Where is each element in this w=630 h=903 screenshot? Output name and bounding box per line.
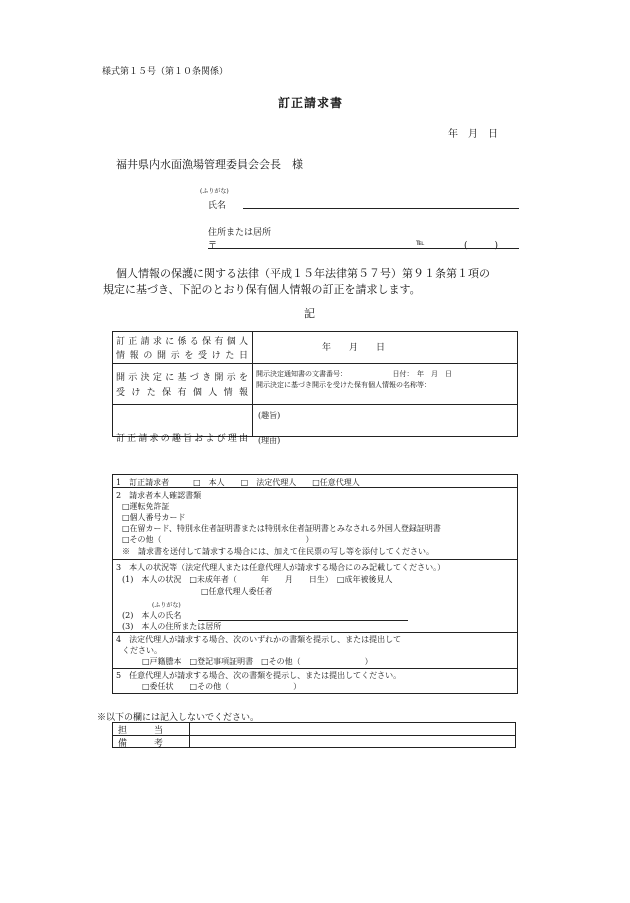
page-title: 訂正請求書 — [278, 96, 344, 110]
row1-label-a: 訂正請求に係る保有個人 — [116, 337, 248, 347]
section4-line1: 4 法定代理人が請求する場合、次のいずれかの書類を提示し、または提出して — [116, 635, 402, 644]
section4-options[interactable]: □戸籍謄本 □登記事項証明書 □その他（ ） — [142, 657, 373, 666]
table2-sep3 — [112, 632, 518, 633]
section2-head: 2 請求者本人確認書類 — [116, 491, 202, 500]
id-doc-item[interactable]: □在留カード、特別永住者証明書または特別永住者証明書とみなされる外国人登録証明書 — [122, 524, 441, 533]
furigana-label: (ふりがな) — [200, 188, 229, 195]
office-row-tanto: 担 当 — [118, 726, 164, 736]
body-text-line2: 規定に基づき、下記のとおり保有個人情報の訂正を請求します。 — [103, 283, 421, 296]
table2-sep4 — [112, 668, 518, 669]
addressee: 福井県内水面漁場管理委員会会長 様 — [116, 158, 303, 171]
table1-row-sep2 — [112, 404, 518, 405]
principal-status[interactable]: (1) 本人の状況 □未成年者（ 年 月 日生） □成年被後見人 — [122, 575, 393, 584]
table2-sep2 — [112, 559, 518, 560]
office-note: ※以下の欄には記入しないでください。 — [97, 713, 260, 723]
office-row-sep — [112, 735, 516, 736]
ki-label: 記 — [304, 307, 315, 320]
id-doc-item[interactable]: □個人番号カード — [122, 513, 186, 522]
principal-furigana: (ふりがな) — [152, 602, 181, 609]
address-field[interactable] — [208, 248, 519, 249]
row2-info-name[interactable]: 開示決定に基づき開示を受けた保有個人情報の名称等： — [256, 381, 431, 389]
row2-label-b: 受けた保有個人情報 — [116, 388, 248, 398]
postal-mark: 〒 — [208, 241, 218, 251]
section2-note: ※ 請求書を送付して請求する場合には、加えて住民票の写し等を添付してください。 — [122, 547, 434, 556]
office-row-biko: 備 考 — [118, 739, 164, 749]
row3-purpose[interactable]: (趣旨) — [258, 411, 281, 420]
principal-address-label: (3) 本人の住所または居所 — [122, 622, 222, 631]
section1-requester[interactable]: 1 訂正請求者 □ 本人 □ 法定代理人 □任意代理人 — [116, 478, 360, 487]
principal-name-label: (2) 本人の氏名 — [122, 611, 182, 620]
principal-name-field[interactable] — [198, 620, 408, 621]
tel-paren: ( ) — [464, 241, 499, 251]
principal-status-proxy[interactable]: □任意代理人委任者 — [201, 587, 273, 596]
section5-line1: 5 任意代理人が請求する場合、次の書類を提示し、または提出してください。 — [116, 671, 402, 680]
row3-reason[interactable]: (理由) — [258, 436, 281, 445]
address-label: 住所または居所 — [208, 228, 272, 238]
name-label: 氏名 — [208, 201, 227, 211]
tel-mark: ℡ — [416, 238, 425, 247]
row1-label-b: 情報の開示を受けた日 — [116, 351, 248, 361]
id-doc-item[interactable]: □その他（ ） — [122, 535, 314, 544]
id-doc-item[interactable]: □運転免許証 — [122, 502, 170, 511]
section4-line2: ください。 — [122, 646, 162, 655]
section3-head: 3 本人の状況等（法定代理人または任意代理人が請求する場合にのみ記載してください。） — [116, 563, 446, 572]
row2-doc-number[interactable]: 開示決定通知書の文書番号： 日付： 年 月 日 — [256, 370, 452, 378]
table1-divider — [252, 331, 253, 437]
date-line: 年 月 日 — [448, 129, 498, 140]
body-text-line1: 個人情報の保護に関する法律（平成１５年法律第５７号）第９１条第１項の — [116, 267, 490, 280]
name-field[interactable] — [243, 208, 519, 209]
section5-options[interactable]: □委任状 □その他（ ） — [142, 682, 302, 691]
table1-row-sep1 — [112, 363, 518, 364]
row2-label-a: 開示決定に基づき開示を — [116, 373, 248, 383]
row1-date-field[interactable]: 年 月 日 — [322, 343, 386, 353]
row3-label: 訂正請求の趣旨および理由 — [116, 434, 248, 444]
form-number: 様式第１５号（第１０条関係） — [102, 67, 229, 77]
